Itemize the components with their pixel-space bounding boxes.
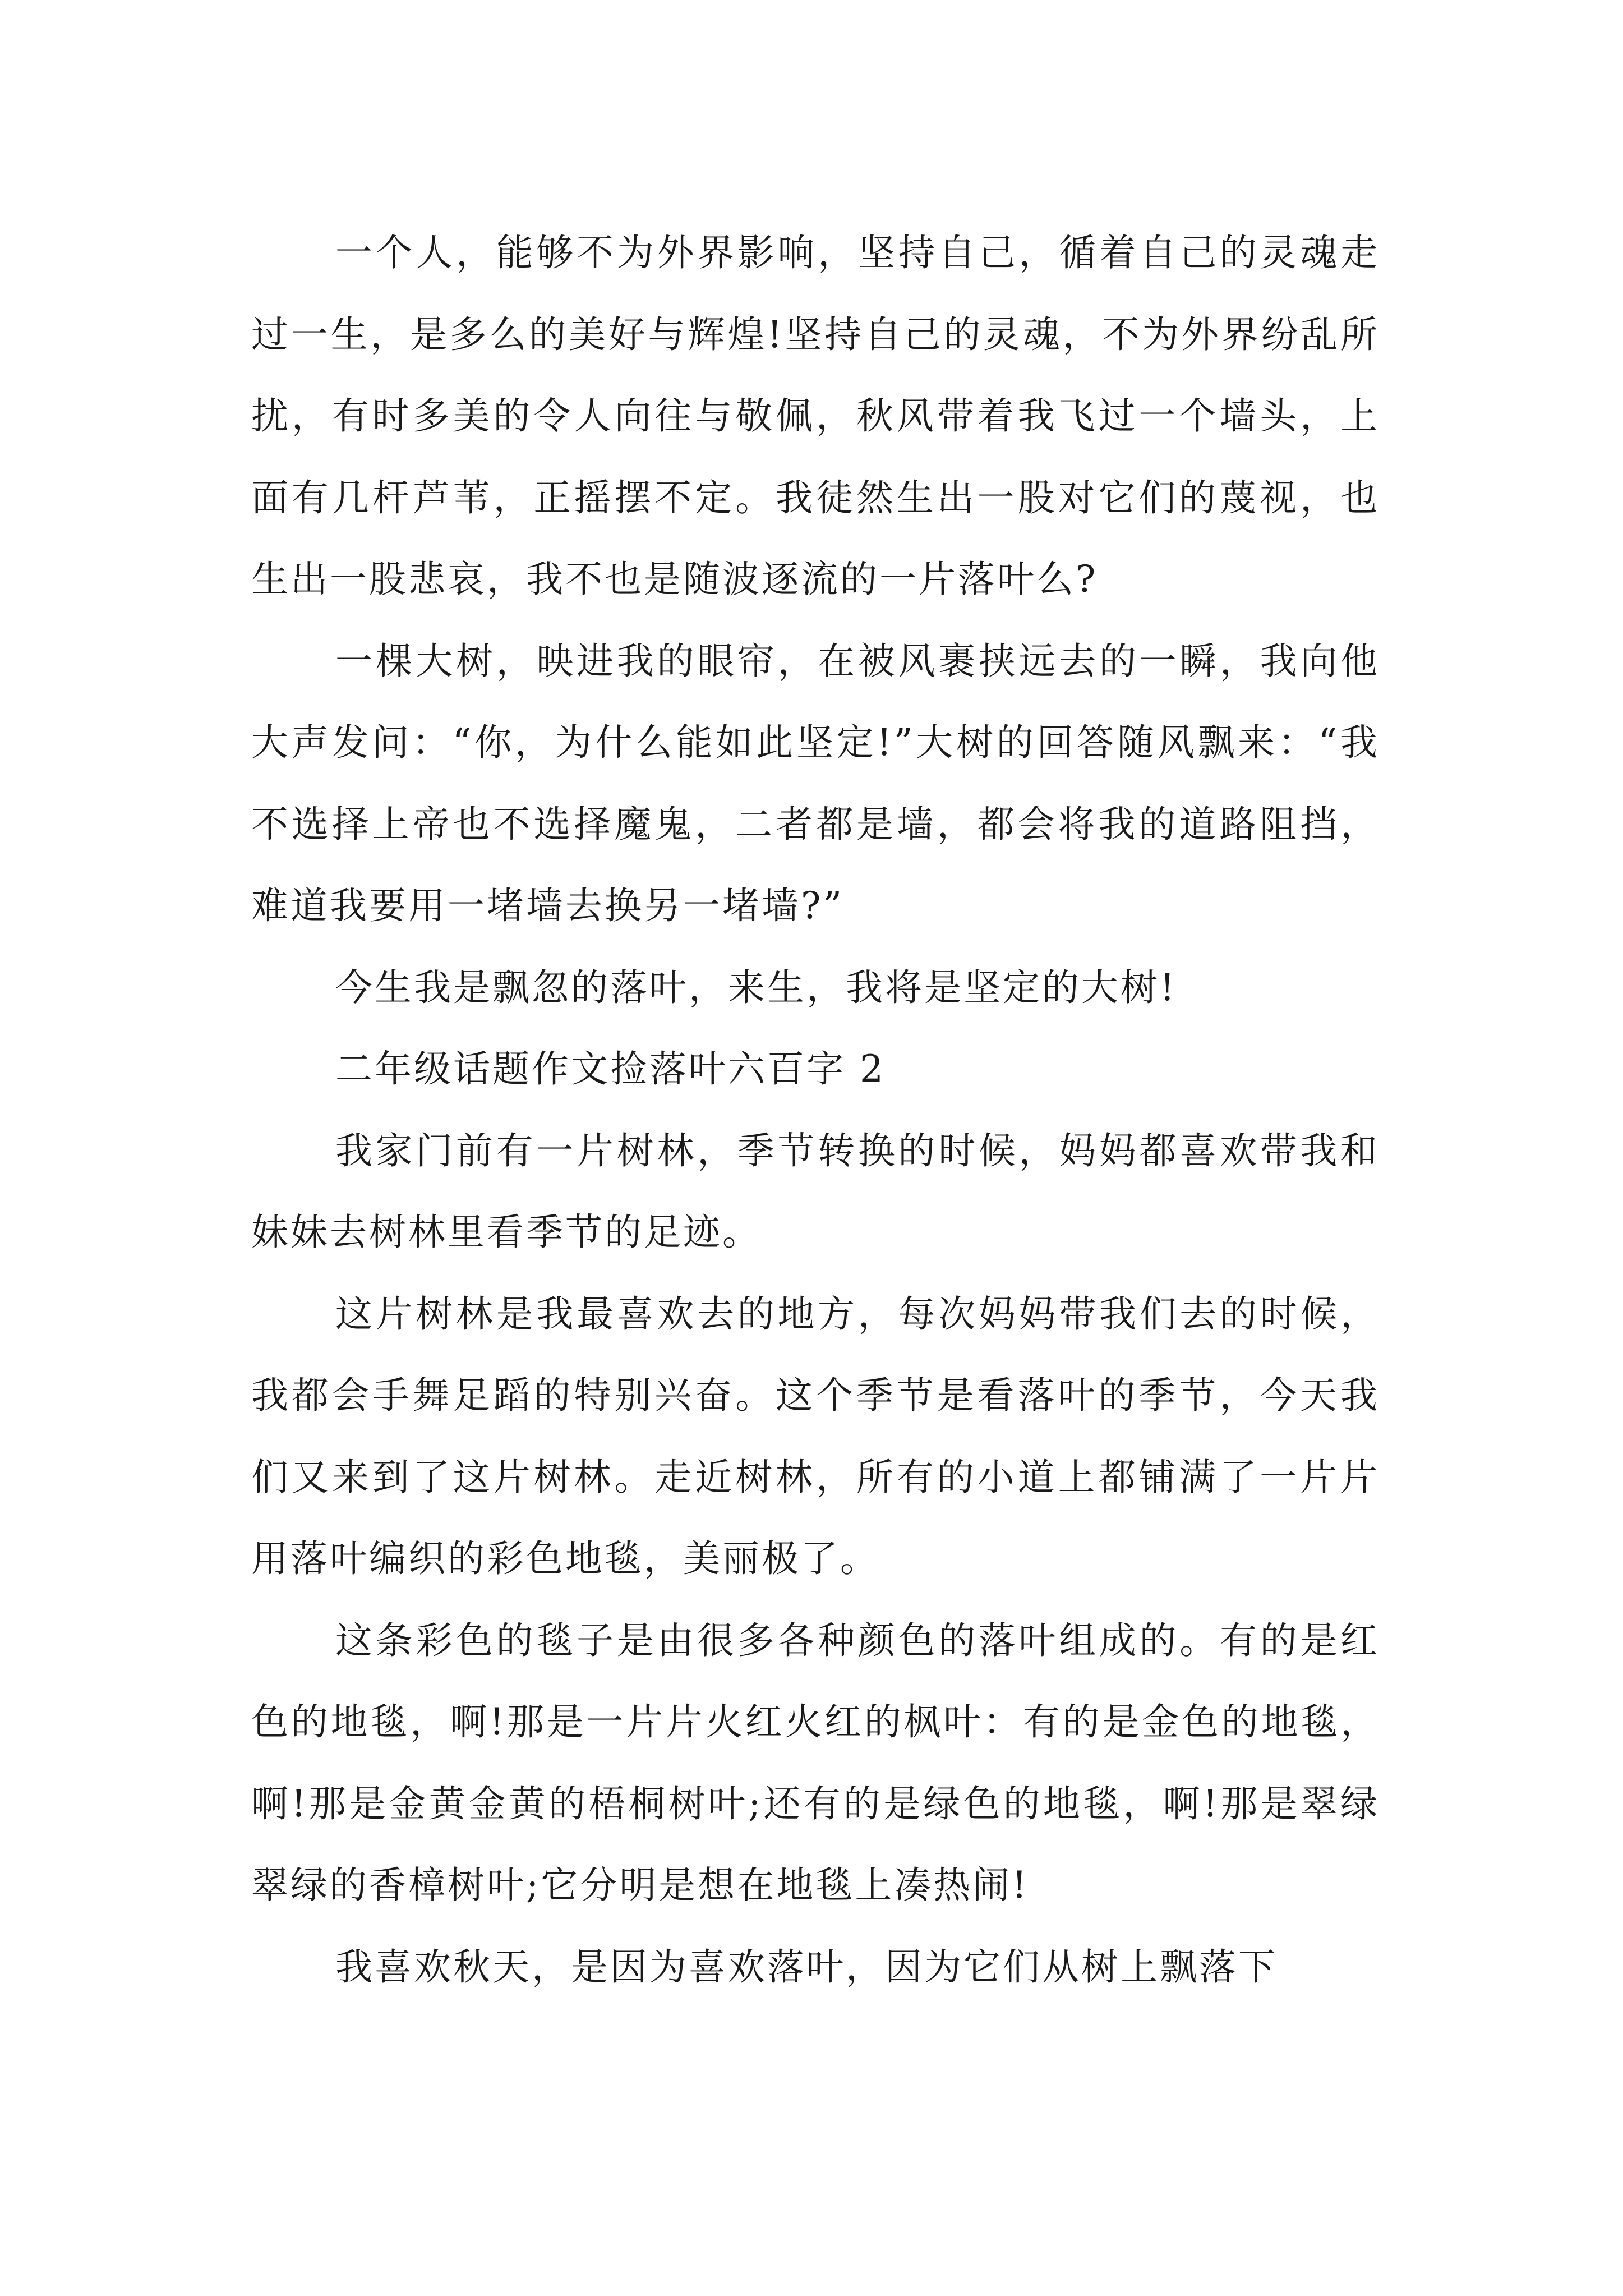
paragraph-4: 我家门前有一片树林，季节转换的时候，妈妈都喜欢带我和妹妹去树林里看季节的足迹。 (251, 1129, 1380, 1254)
paragraph-1: 一个人，能够不为外界影响，坚持自己，循着自己的灵魂走过一生，是多么的美好与辉煌!坚持自己的灵魂，不为外界纷乱所扰，有时多美的令人向往与敬佩，秋风带着我飞过一个墙头，上面有几杆芦苇，正摇摆不定。我徒然生出一股对它们的蔑视，也生出一股悲哀，我不也是随波逐流的一片落叶么? (251, 231, 1380, 601)
paragraph-7: 我喜欢秋天，是因为喜欢落叶，因为它们从树上飘落下 (335, 1945, 1278, 1989)
paragraph-2: 一棵大树，映进我的眼帘，在被风裹挟远去的一瞬，我向他大声发问：“你，为什么能如此坚定!”大树的回答随风飘来：“我不选择上帝也不选择魔鬼，二者都是墙，都会将我的道路阻挡，难道我要用一堵墙去换另一堵墙?” (251, 639, 1380, 927)
paragraph-3: 今生我是飘忽的落叶，来生，我将是坚定的大树! (335, 965, 1177, 1009)
paragraph-5: 这片树林是我最喜欢去的地方，每次妈妈带我们去的时候，我都会手舞足蹈的特别兴奋。这个季节是看落叶的季节，今天我们又来到了这片树林。走近树林，所有的小道上都铺满了一片片用落叶编织的彩色地毯，美丽极了。 (251, 1292, 1380, 1580)
paragraph-6: 这条彩色的毯子是由很多各种颜色的落叶组成的。有的是红色的地毯，啊!那是一片片火红火红的枫叶：有的是金色的地毯，啊!那是金黄金黄的梧桐树叶;还有的是绿色的地毯，啊!那是翠绿翠绿的香樟树叶;它分明是想在地毯上凑热闹! (251, 1618, 1380, 1907)
section-heading: 二年级话题作文捡落叶六百字 2 (335, 1047, 886, 1091)
document-body (251, 212, 1380, 2008)
